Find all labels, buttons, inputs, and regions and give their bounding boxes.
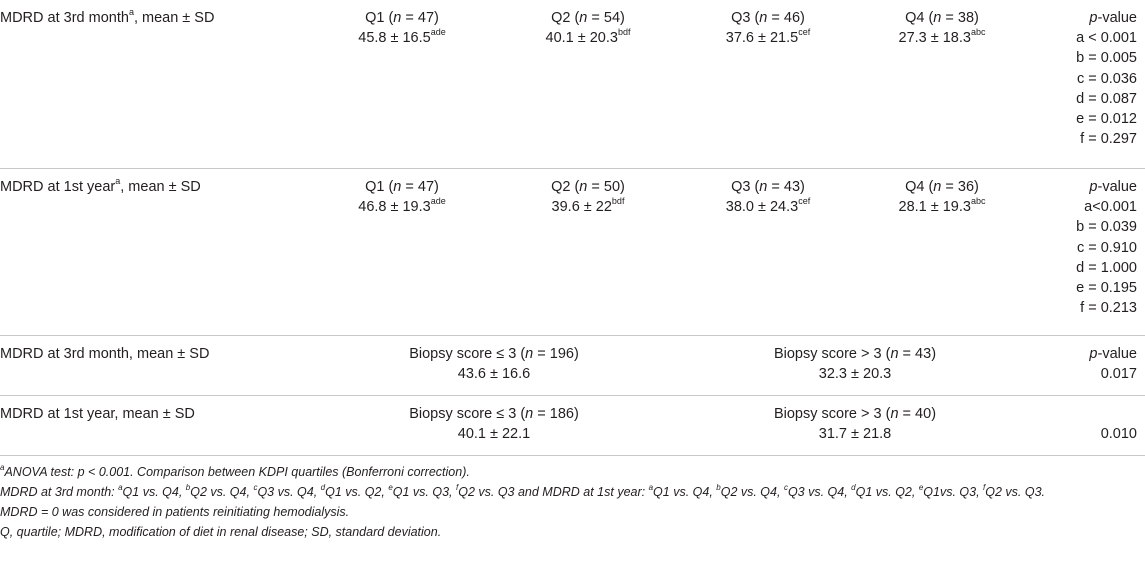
- table-row-mdrd-3rd-month-biopsy: [0, 336, 1145, 396]
- pvalue-column: p-value a < 0.001 b = 0.005 c = 0.036 d = 0.087 e = 0.012 f = 0.297: [1076, 10, 1137, 148]
- group-q2: Q2 (n = 54) 40.1 ± 20.3$^{bdf}$: [545, 10, 631, 46]
- row-label: MDRD at 3rd month, mean ± SD: [0, 346, 210, 362]
- pvalue-column: 0.010: [1100, 426, 1137, 443]
- pvalue-column: p-value a<0.001 b = 0.039 c = 0.910 d = 1.000 e = 0.195 f = 0.213: [1076, 179, 1137, 317]
- group-biopsy-low: Biopsy score ≤ 3 (n = 196) 43.6 ± 16.6: [409, 346, 579, 382]
- group-q4: Q4 (n = 38) 27.3 ± 18.3$^{abc}$: [898, 10, 986, 46]
- group-q4: Q4 (n = 36) 28.1 ± 19.3$^{abc}$: [898, 179, 986, 215]
- group-q3: Q3 (n = 43) 38.0 ± 24.3$^{cef}$: [725, 179, 811, 215]
- group-biopsy-high: Biopsy score > 3 (n = 43) 32.3 ± 20.3: [773, 346, 937, 382]
- row-label: MDRD at 3rd month$^a$, mean ± SD: [0, 7, 215, 26]
- group-biopsy-high: Biopsy score > 3 (n = 40) 31.7 ± 21.8: [773, 406, 937, 442]
- footnote-comparisons: MDRD at 3rd month: $^a$Q1 vs. Q4, $^b$Q2 vs. Q4, $^c$Q3 vs. Q4, $^d$Q1 vs. Q2, $^e$Q1 vs. Q3, $^f$Q2 vs. Q3 and MDRD at 1st year: $^a$Q1 vs. Q4, $^b$Q2 vs. Q4, $^c$Q3 vs. Q4, $^d$Q1 vs. Q2, $^e$Q1vs. Q3, $^f$Q2 vs. Q3.: [0, 482, 1046, 499]
- footnote-abbreviations: Q, quartile; MDRD, modification of diet in renal disease; SD, standard deviation.: [0, 525, 442, 539]
- group-biopsy-low: Biopsy score ≤ 3 (n = 186) 40.1 ± 22.1: [409, 406, 579, 442]
- pvalue-column: p-value 0.017: [1089, 346, 1137, 383]
- table-footnotes: [0, 462, 1145, 542]
- group-q1: Q1 (n = 47) 45.8 ± 16.5$^{ade}$: [358, 10, 446, 46]
- table-row-mdrd-1st-year-biopsy: [0, 396, 1145, 456]
- group-q3: Q3 (n = 46) 37.6 ± 21.5$^{cef}$: [725, 10, 811, 46]
- table-row-mdrd-3rd-month-quartiles: [0, 0, 1145, 169]
- table-row-mdrd-1st-year-quartiles: [0, 169, 1145, 336]
- group-q1: Q1 (n = 47) 46.8 ± 19.3$^{ade}$: [358, 179, 446, 215]
- footnote-hemodialysis: MDRD = 0 was considered in patients reinitiating hemodialysis.: [0, 505, 350, 519]
- group-q2: Q2 (n = 50) $39.6 \pm 22^{bdf}$: [551, 179, 625, 215]
- row-label: MDRD at 1st year$^a$, mean ± SD: [0, 176, 201, 195]
- footnote-anova: $^a$ANOVA test: p < 0.001. Comparison between KDPI quartiles (Bonferroni correction).: [0, 462, 470, 479]
- row-label: MDRD at 1st year, mean ± SD: [0, 406, 195, 422]
